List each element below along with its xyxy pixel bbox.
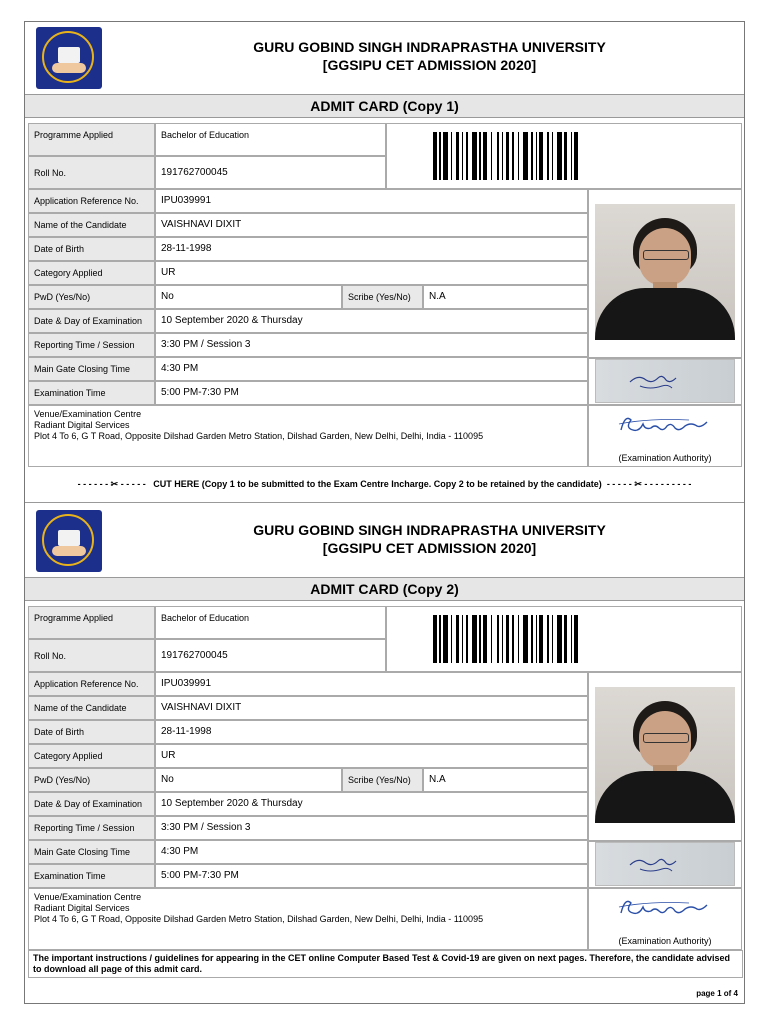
label-gate: Main Gate Closing Time <box>28 357 155 381</box>
scissors-icon: ✂ <box>110 479 119 489</box>
cut-line: - - - - - - ✂ - - - - - CUT HERE (Copy 1 to be submitted to the Exam Centre Incharge. Copy 2 to be retained by the candidate) - - - - - ✂ - - - - - - - - - <box>77 479 692 489</box>
label-venue: Venue/Examination Centre <box>34 892 142 902</box>
value-pwd: No <box>155 768 342 792</box>
admit-card-title-copy-2: ADMIT CARD (Copy 2) <box>25 577 744 601</box>
university-logo <box>36 510 102 572</box>
value-category: UR <box>155 744 588 768</box>
value-exam-date: 10 September 2020 & Thursday <box>155 309 588 333</box>
value-scribe: N.A <box>423 768 588 792</box>
candidate-photo <box>595 204 735 340</box>
value-roll: 191762700045 <box>155 639 386 672</box>
value-exam-time: 5:00 PM-7:30 PM <box>155 381 588 405</box>
label-programme: Programme Applied <box>28 123 155 156</box>
value-scribe: N.A <box>423 285 588 309</box>
candidate-signature <box>595 359 735 403</box>
label-name: Name of the Candidate <box>28 696 155 720</box>
label-exam-time: Examination Time <box>28 864 155 888</box>
value-name: VAISHNAVI DIXIT <box>155 696 588 720</box>
value-pwd: No <box>155 285 342 309</box>
label-app-ref: Application Reference No. <box>28 189 155 213</box>
cut-text: CUT HERE (Copy 1 to be submitted to the Exam Centre Incharge. Copy 2 to be retained by the candidate) <box>153 479 602 489</box>
value-dob: 28-11-1998 <box>155 720 588 744</box>
label-scribe: Scribe (Yes/No) <box>342 768 423 792</box>
barcode-bar <box>578 132 581 180</box>
candidate-photo <box>595 687 735 823</box>
value-programme: Bachelor of Education <box>155 123 386 156</box>
value-exam-time: 5:00 PM-7:30 PM <box>155 864 588 888</box>
label-category: Category Applied <box>28 261 155 285</box>
label-category: Category Applied <box>28 744 155 768</box>
page-number: page 1 of 4 <box>696 989 738 998</box>
university-title: GURU GOBIND SINGH INDRAPRASTHA UNIVERSITY [GGSIPU CET ADMISSION 2020] <box>253 522 606 556</box>
label-exam-date: Date & Day of Examination <box>28 792 155 816</box>
label-scribe: Scribe (Yes/No) <box>342 285 423 309</box>
instructions-notice: The important instructions / guidelines for appearing in the CET online Computer Based Test & Covid-19 are given on next pages. Therefore, the candidate advised to download all page of this admit card. <box>28 950 743 978</box>
candidate-signature <box>595 842 735 886</box>
label-programme: Programme Applied <box>28 606 155 639</box>
admit-card-title-copy-1: ADMIT CARD (Copy 1) <box>25 94 744 118</box>
label-roll: Roll No. <box>28 156 155 189</box>
venue-address: Plot 4 To 6, G T Road, Opposite Dilshad Garden Metro Station, Dilshad Garden, New Delhi, Delhi, India - 110095 <box>34 914 484 924</box>
venue-block <box>28 888 588 950</box>
label-dob: Date of Birth <box>28 720 155 744</box>
value-programme: Bachelor of Education <box>155 606 386 639</box>
value-app-ref: IPU039991 <box>155 672 588 696</box>
value-gate: 4:30 PM <box>155 840 588 864</box>
scissors-icon: ✂ <box>634 479 642 489</box>
value-category: UR <box>155 261 588 285</box>
authority-signature <box>615 893 715 921</box>
venue-block <box>28 405 588 467</box>
value-name: VAISHNAVI DIXIT <box>155 213 588 237</box>
label-pwd: PwD (Yes/No) <box>28 285 155 309</box>
label-exam-date: Date & Day of Examination <box>28 309 155 333</box>
label-gate: Main Gate Closing Time <box>28 840 155 864</box>
value-gate: 4:30 PM <box>155 357 588 381</box>
value-reporting: 3:30 PM / Session 3 <box>155 333 588 357</box>
barcode <box>433 615 581 663</box>
barcode-bar <box>578 615 581 663</box>
value-dob: 28-11-1998 <box>155 237 588 261</box>
value-roll: 191762700045 <box>155 156 386 189</box>
venue-name: Radiant Digital Services <box>34 420 130 430</box>
label-reporting: Reporting Time / Session <box>28 333 155 357</box>
university-logo <box>36 27 102 89</box>
header-copy-1 <box>25 22 744 94</box>
label-reporting: Reporting Time / Session <box>28 816 155 840</box>
authority-signature <box>615 410 715 438</box>
admit-card-page <box>24 21 745 1004</box>
university-title: GURU GOBIND SINGH INDRAPRASTHA UNIVERSITY [GGSIPU CET ADMISSION 2020] <box>253 39 606 73</box>
authority-label: (Examination Authority) <box>618 453 712 463</box>
label-pwd: PwD (Yes/No) <box>28 768 155 792</box>
header-copy-2 <box>25 505 744 577</box>
label-venue: Venue/Examination Centre <box>34 409 142 419</box>
label-roll: Roll No. <box>28 639 155 672</box>
value-exam-date: 10 September 2020 & Thursday <box>155 792 588 816</box>
venue-address: Plot 4 To 6, G T Road, Opposite Dilshad Garden Metro Station, Dilshad Garden, New Delhi, Delhi, India - 110095 <box>34 431 484 441</box>
value-app-ref: IPU039991 <box>155 189 588 213</box>
label-dob: Date of Birth <box>28 237 155 261</box>
barcode <box>433 132 581 180</box>
venue-name: Radiant Digital Services <box>34 903 130 913</box>
label-exam-time: Examination Time <box>28 381 155 405</box>
label-name: Name of the Candidate <box>28 213 155 237</box>
label-app-ref: Application Reference No. <box>28 672 155 696</box>
authority-label: (Examination Authority) <box>618 936 712 946</box>
value-reporting: 3:30 PM / Session 3 <box>155 816 588 840</box>
